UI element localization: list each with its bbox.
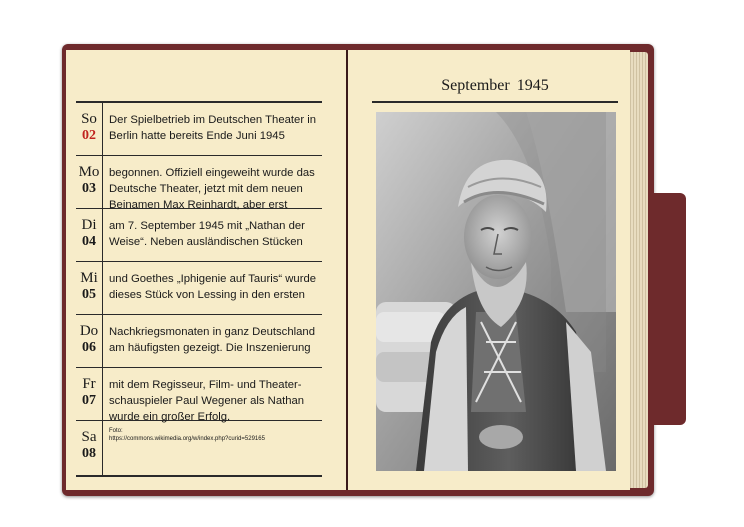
day-row-friday (76, 368, 322, 421)
weekday-label: Sa (81, 429, 97, 445)
day-label (76, 368, 103, 420)
day-row-saturday (76, 421, 322, 477)
day-number: 02 (82, 128, 96, 143)
day-row-tuesday (76, 209, 322, 262)
day-number: 03 (82, 181, 96, 196)
day-entry-text: begonnen. Offiziell eingeweiht wurde das Deutsche Theater, jetzt mit dem neuen Beinamen Max Reinhardt, aber erst (109, 167, 315, 211)
day-label (76, 421, 103, 475)
weekday-label: Mi (80, 270, 98, 286)
day-entry-text: Der Spielbetrieb im Deutschen Theater in Berlin hatte bereits Ende Juni 1945 (109, 114, 317, 142)
weekday-label: Fr (82, 376, 96, 392)
book-spine (346, 50, 348, 490)
day-label (76, 315, 103, 367)
day-calendar (76, 101, 322, 477)
day-label (76, 156, 103, 208)
day-entry-text: am 7. September 1945 mit „Nathan der Weise“. Neben ausländischen Stücken (109, 220, 305, 248)
photo-credit[interactable]: Foto: https://commons.wikimedia.org/w/index.php?curid=529165 (109, 428, 265, 442)
day-number: 04 (82, 234, 96, 249)
day-number: 06 (82, 340, 96, 355)
month-title: September 1945 (441, 77, 549, 94)
weekday-label: So (81, 111, 97, 127)
weekday-label: Mo (78, 164, 100, 180)
actor-photo (376, 112, 616, 471)
day-label (76, 262, 103, 314)
book-cover-tab (650, 193, 686, 425)
day-entry-text: und Goethes „Iphigenie auf Tauris“ wurde dieses Stück von Lessing in den ersten (109, 273, 317, 301)
actor-photo-illustration (376, 112, 616, 471)
day-row-monday (76, 156, 322, 209)
day-row-sunday (76, 103, 322, 156)
day-number: 05 (82, 287, 96, 302)
title-divider (372, 101, 618, 103)
day-entry-text: Nachkriegsmonaten in ganz Deutschland am häufigsten gezeigt. Die Inszenierung (109, 326, 315, 354)
day-label (76, 209, 103, 261)
day-number: 07 (82, 393, 96, 408)
day-row-thursday (76, 315, 322, 368)
weekday-label: Di (81, 217, 97, 233)
day-label (76, 103, 103, 155)
day-row-wednesday (76, 262, 322, 315)
page-edges (628, 52, 648, 488)
day-number: 08 (82, 446, 96, 461)
day-entry-text: mit dem Regisseur, Film- und Theater-schauspieler Paul Wegener als Nathan wurde ein großer Erfolg. (109, 379, 305, 423)
weekday-label: Do (79, 323, 99, 339)
